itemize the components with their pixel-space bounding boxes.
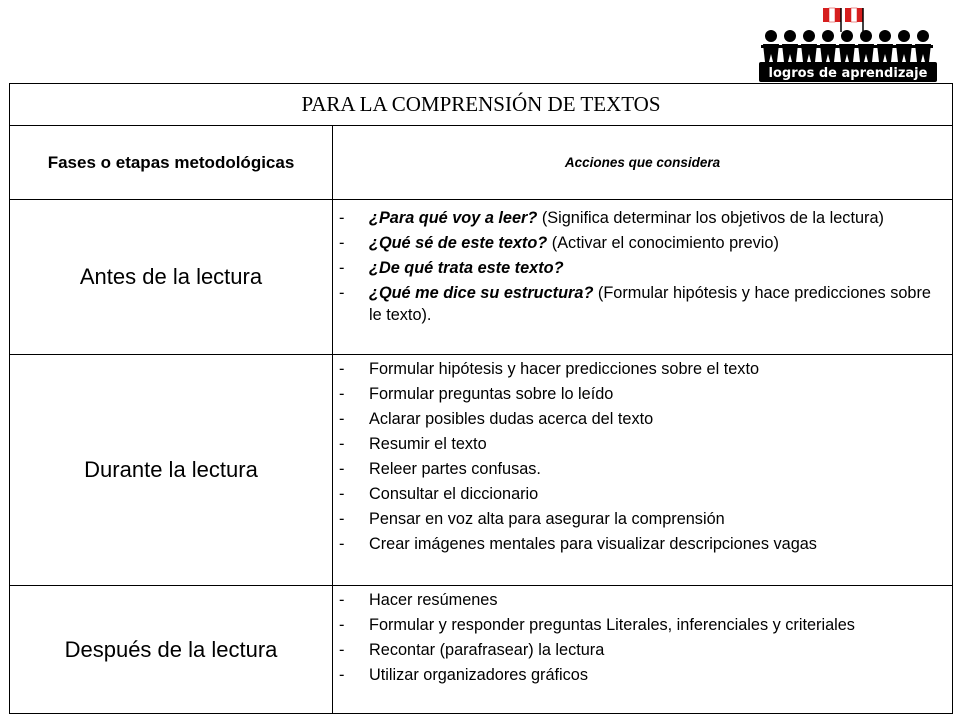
action-question: ¿De qué trata este texto?: [369, 259, 564, 277]
actions-header: Acciones que considera: [564, 155, 721, 170]
phase-label: Antes de la lectura: [10, 200, 333, 355]
action-text: (Formular hipótesis y hace predicciones sobre le texto).: [369, 284, 931, 324]
action-item: [339, 589, 944, 611]
table-row: [10, 200, 953, 355]
table-row: [10, 355, 953, 586]
dash-bullet: -: [339, 641, 345, 659]
action-item: [339, 408, 944, 430]
action-text: Resumir el texto: [369, 435, 487, 453]
dash-bullet: -: [339, 485, 345, 503]
action-question: ¿Qué sé de este texto?: [369, 234, 548, 252]
dash-bullet: -: [339, 591, 345, 609]
action-question: ¿Para qué voy a leer?: [369, 209, 538, 227]
action-text: Formular hipótesis y hacer predicciones sobre el texto: [369, 360, 760, 378]
dash-bullet: -: [339, 284, 345, 302]
dash-bullet: -: [339, 259, 345, 277]
phases-header-cell: [10, 126, 333, 200]
action-item: [339, 232, 944, 254]
action-item: [339, 358, 944, 380]
table-title: PARA LA COMPRENSIÓN DE TEXTOS: [10, 84, 953, 126]
action-item: [339, 664, 944, 686]
action-item: [339, 614, 944, 636]
logo-text: logros de aprendizaje: [768, 66, 928, 81]
action-text: Crear imágenes mentales para visualizar descripciones vagas: [369, 535, 817, 553]
children-figures-icon: [761, 30, 933, 62]
dash-bullet: -: [339, 385, 345, 403]
phase-label: Después de la lectura: [10, 586, 333, 714]
dash-bullet: -: [339, 510, 345, 528]
action-text: (Significa determinar los objetivos de la lectura): [537, 209, 884, 227]
actions-cell: [333, 586, 953, 714]
action-item: [339, 533, 944, 555]
actions-list: [339, 207, 944, 326]
dash-bullet: -: [339, 460, 345, 478]
dash-bullet: -: [339, 234, 345, 252]
action-item: [339, 433, 944, 455]
action-question: ¿Qué me dice su estructura?: [369, 284, 594, 302]
actions-cell: [333, 200, 953, 355]
action-item: [339, 508, 944, 530]
action-text: Pensar en voz alta para asegurar la comprensión: [369, 510, 725, 528]
table-row: [10, 586, 953, 714]
action-text: (Activar el conocimiento previo): [547, 234, 779, 252]
action-text: Recontar (parafrasear) la lectura: [369, 641, 605, 659]
action-text: Aclarar posibles dudas acerca del texto: [369, 410, 654, 428]
dash-bullet: -: [339, 435, 345, 453]
action-text: Hacer resúmenes: [369, 591, 498, 609]
action-text: Consultar el diccionario: [369, 485, 539, 503]
phases-header: Fases o etapas metodológicas: [47, 152, 295, 172]
action-item: [339, 282, 944, 326]
action-text: Formular preguntas sobre lo leído: [369, 385, 614, 403]
dash-bullet: -: [339, 410, 345, 428]
dash-bullet: -: [339, 535, 345, 553]
actions-header-cell: [333, 126, 953, 200]
action-text: Releer partes confusas.: [369, 460, 541, 478]
flag-icon: [823, 8, 863, 32]
dash-bullet: -: [339, 616, 345, 634]
action-item: [339, 257, 944, 279]
action-text: Utilizar organizadores gráficos: [369, 666, 588, 684]
dash-bullet: -: [339, 209, 345, 227]
phase-label: Durante la lectura: [10, 355, 333, 586]
reading-comprehension-table: [9, 83, 953, 714]
actions-list: [339, 589, 944, 686]
action-text: Formular y responder preguntas Literales, inferenciales y criteriales: [369, 616, 855, 634]
action-item: [339, 207, 944, 229]
actions-cell: [333, 355, 953, 586]
action-item: [339, 483, 944, 505]
dash-bullet: -: [339, 666, 345, 684]
dash-bullet: -: [339, 360, 345, 378]
action-item: [339, 639, 944, 661]
action-item: [339, 383, 944, 405]
action-item: [339, 458, 944, 480]
logros-de-aprendizaje-logo: [755, 4, 943, 86]
actions-list: [339, 358, 944, 555]
